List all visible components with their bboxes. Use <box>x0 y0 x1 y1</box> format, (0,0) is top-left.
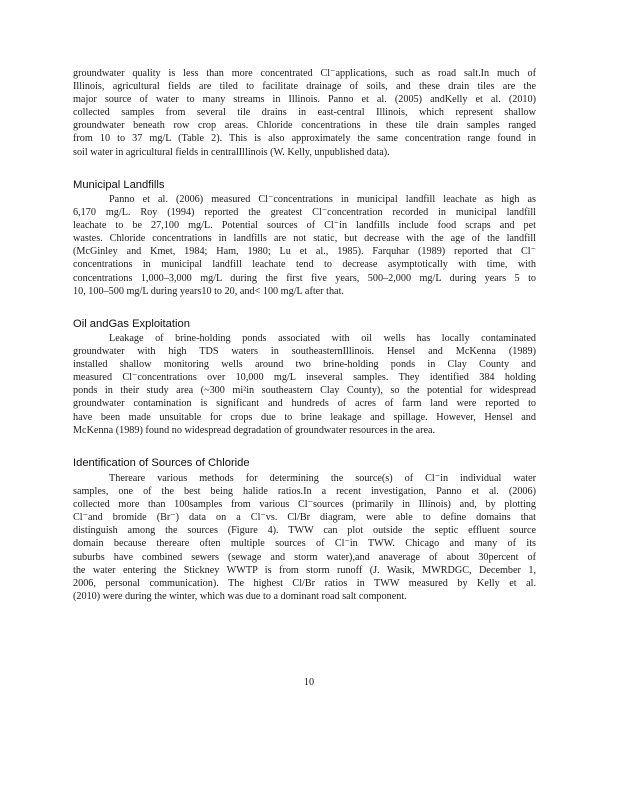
text-line: McKenna (1989) found no widespread degradation of groundwater resources in the area. <box>73 424 436 436</box>
text-line: Illinois, agricultural fields are tiled to facilitate drainage of soils, and these drain tiles are the <box>73 81 536 93</box>
text-line: wastes. Chloride concentrations in landfills are not static, but decrease with the age of the landfill <box>73 233 536 245</box>
text-line: ponds in their study area (~300 mi²in southeastern Clay County), so the potential for widespread <box>73 385 536 397</box>
paragraph-intro <box>73 67 536 159</box>
text-line: have been made unsuitable for crops due to brine leakage and spillage. However, Hensel and <box>73 411 536 423</box>
text-line: 10, 100–500 mg/L during years10 to 20, and< 100 mg/L after that. <box>73 285 344 297</box>
text-line: samples, one of the best being halide ratios.In a recent investigation, Panno et al. (2006) <box>73 486 536 498</box>
text-line: collected samples from several tile drains in east-central Illinois, which represent shallow <box>73 107 536 119</box>
text-line: leachate to be 27,100 mg/L. Potential sources of Cl⁻in landfills include food scraps and pet <box>73 220 536 232</box>
text-line: Cl⁻and bromide (Br⁻) data on a Cl⁻vs. Cl/Br diagram, were able to define domains that <box>73 512 536 524</box>
paragraph-landfills <box>73 193 536 298</box>
text-line: installed shallow monitoring wells around two brine-holding ponds in Clay County and <box>73 359 536 371</box>
text-line: 6,170 mg/L. Roy (1994) reported the greatest Cl⁻concentration recorded in municipal landfill <box>73 207 536 219</box>
heading-oil-gas: Oil andGas Exploitation <box>73 318 190 330</box>
text-line: major source of water to many streams in Illinois. Panno et al. (2005) andKelly et al. (2010) <box>73 94 536 106</box>
text-line: soil water in agricultural fields in centralIllinois (W. Kelly, unpublished data). <box>73 146 390 158</box>
paragraph-oil-gas <box>73 332 536 437</box>
text-line: groundwater contamination is significant and hundreds of acres of farm land were reported to <box>73 398 536 410</box>
text-line: collected more than 100samples from various Cl⁻sources (primarily in Illinois) and, by plotting <box>73 499 536 511</box>
text-line: suburbs have combined sewers (sewage and storm water),and anaverage of about 30percent of <box>73 551 536 563</box>
text-line: groundwater beneath row crop areas. Chloride concentrations in these tile drain samples ranged <box>73 120 536 132</box>
text-line: concentrations in municipal landfill leachate tend to decrease asymptotically with time, with <box>73 259 536 271</box>
text-line: (2010) were during the winter, which was due to a dominant road salt component. <box>73 590 407 602</box>
text-line: domain because thereare often multiple sources of Cl⁻in TWW. Chicago and many of its <box>73 538 536 550</box>
heading-municipal-landfills: Municipal Landfills <box>73 179 165 191</box>
text-line: the water entering the Stickney WWTP is from storm runoff (J. Wasik, MWRDGC, December 1, <box>73 564 536 576</box>
heading-identification: Identification of Sources of Chloride <box>73 457 250 469</box>
text-line: distinguish among the sources (Figure 4). TWW can plot outside the septic effluent source <box>73 525 536 537</box>
text-line: groundwater with high TDS waters in southeasternIllinois. Hensel and McKenna (1989) <box>73 346 536 358</box>
text-line: (McGinley and Kmet, 1984; Ham, 1980; Lu et al., 1985). Farquhar (1989) reported that Cl⁻ <box>73 246 536 258</box>
text-line: Panno et al. (2006) measured Cl⁻concentrations in municipal landfill leachate as high as <box>109 194 536 205</box>
text-line: Thereare various methods for determining the source(s) of Cl⁻in individual water <box>109 473 536 484</box>
page-number: 10 <box>303 677 315 688</box>
paragraph-identification <box>73 472 536 603</box>
text-line: concentrations 1,000–3,000 mg/L during the first five years, 500–2,000 mg/L during years 5 to <box>73 272 536 284</box>
text-line: groundwater quality is less than more concentrated Cl⁻applications, such as road salt.In much of <box>73 68 536 79</box>
text-line: from 10 to 37 mg/L (Table 2). This is also approximately the same concentration range found in <box>73 133 536 145</box>
text-line: 2006, personal communication). The highest Cl/Br ratios in TWW measured by Kelly et al. <box>73 577 536 589</box>
text-line: Leakage of brine-holding ponds associated with oil wells has locally contaminated <box>109 333 536 344</box>
text-line: measured Cl⁻concentrations over 10,000 mg/L inseveral samples. They identified 384 holding <box>73 372 536 384</box>
